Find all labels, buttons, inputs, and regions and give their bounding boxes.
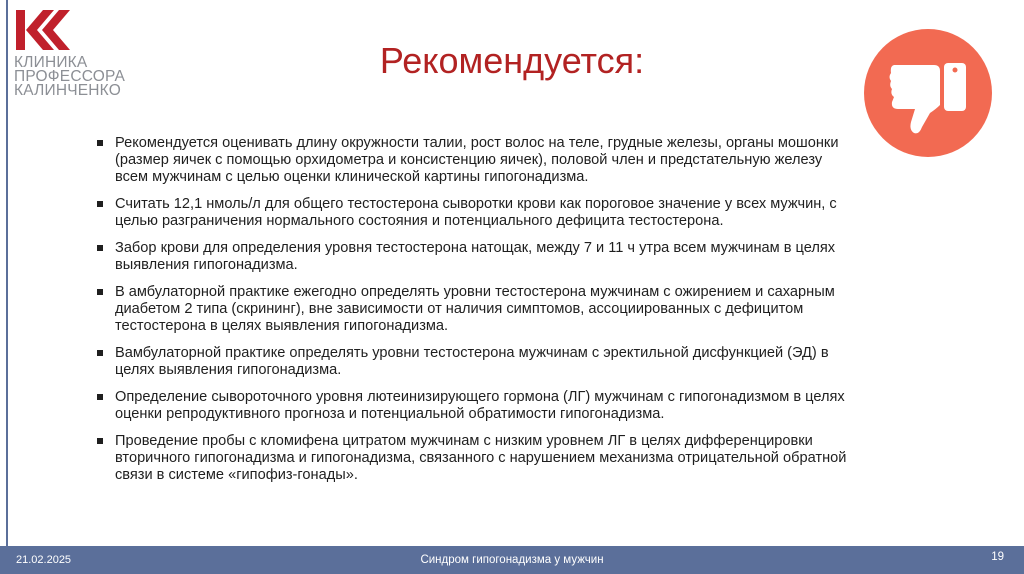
bullet-marker xyxy=(97,350,103,356)
bullet-marker xyxy=(97,289,103,295)
logo-line-1: КЛИНИКА xyxy=(14,54,88,71)
bullet-marker xyxy=(97,438,103,444)
list-item xyxy=(96,433,856,484)
list-item-text: Забор крови для определения уровня тестостерона натощак, между 7 и 11 ч утра всем мужчинам в целях выявления гипогонадизма. xyxy=(115,240,836,273)
slide-title: Рекомендуется: xyxy=(379,40,645,81)
list-item-text: Рекомендуется оценивать длину окружности талии, рост волос на теле, грудные железы, органы мошонки (размер яичек с помощью орхидометра и консистенцию яичек), половой член и предстательную железу всем мужчинам с целью оценки клинической картины гипогонадизма. xyxy=(115,135,839,185)
footer-date: 21.02.2025 xyxy=(16,554,72,566)
bullet-marker xyxy=(97,394,103,400)
list-item-text: В амбулаторной практике ежегодно определять уровни тестостерона мужчинам с ожирением и сахарным диабетом 2 типа (скрининг), вне зависимости от наличия симптомов, ассоциированных с дефицитом тестостерона в целях выявления гипогонадизма. xyxy=(115,284,835,334)
list-item xyxy=(96,240,856,274)
footer-title: Синдром гипогонадизма у мужчин xyxy=(420,554,604,566)
thumbs-down-icon xyxy=(864,29,992,157)
list-item-text: Определение сывороточного уровня лютеинизирующего гормона (ЛГ) мужчинам с гипогонадизмом в целях оценки репродуктивного прогноза и потенциальной обратимости гипогонадизма. xyxy=(115,389,845,422)
list-item-text: Считать 12,1 нмоль/л для общего тестостерона сыворотки крови как пороговое значение у всех мужчин, с целью разграничения нормального состояния и потенциального дефицита тестостерона. xyxy=(115,196,837,229)
list-item xyxy=(96,345,856,379)
bullet-marker xyxy=(97,201,103,207)
recommendations-list xyxy=(96,135,856,494)
logo-line-2: ПРОФЕССОРА xyxy=(14,68,126,85)
list-item xyxy=(96,389,856,423)
page-number: 19 xyxy=(991,551,1004,563)
list-item-text: Проведение пробы с кломифена цитратом мужчинам с низким уровнем ЛГ в целях дифференцировки вторичного гипогонадизма и гипогонадизма, связанного с нарушением механизма отрицательной обратной связи в системе «гипофиз-гонады». xyxy=(115,433,847,483)
list-item-text: Вамбулаторной практике определять уровни тестостерона мужчинам с эректильной дисфункцией (ЭД) в целях выявления гипогонадизма. xyxy=(115,345,829,378)
list-item xyxy=(96,196,856,230)
logo-line-3: КАЛИНЧЕНКО xyxy=(14,82,121,99)
footer-bar xyxy=(0,546,1024,574)
bullet-marker xyxy=(97,245,103,251)
list-item xyxy=(96,284,856,335)
list-item xyxy=(96,135,856,186)
bullet-marker xyxy=(97,140,103,146)
